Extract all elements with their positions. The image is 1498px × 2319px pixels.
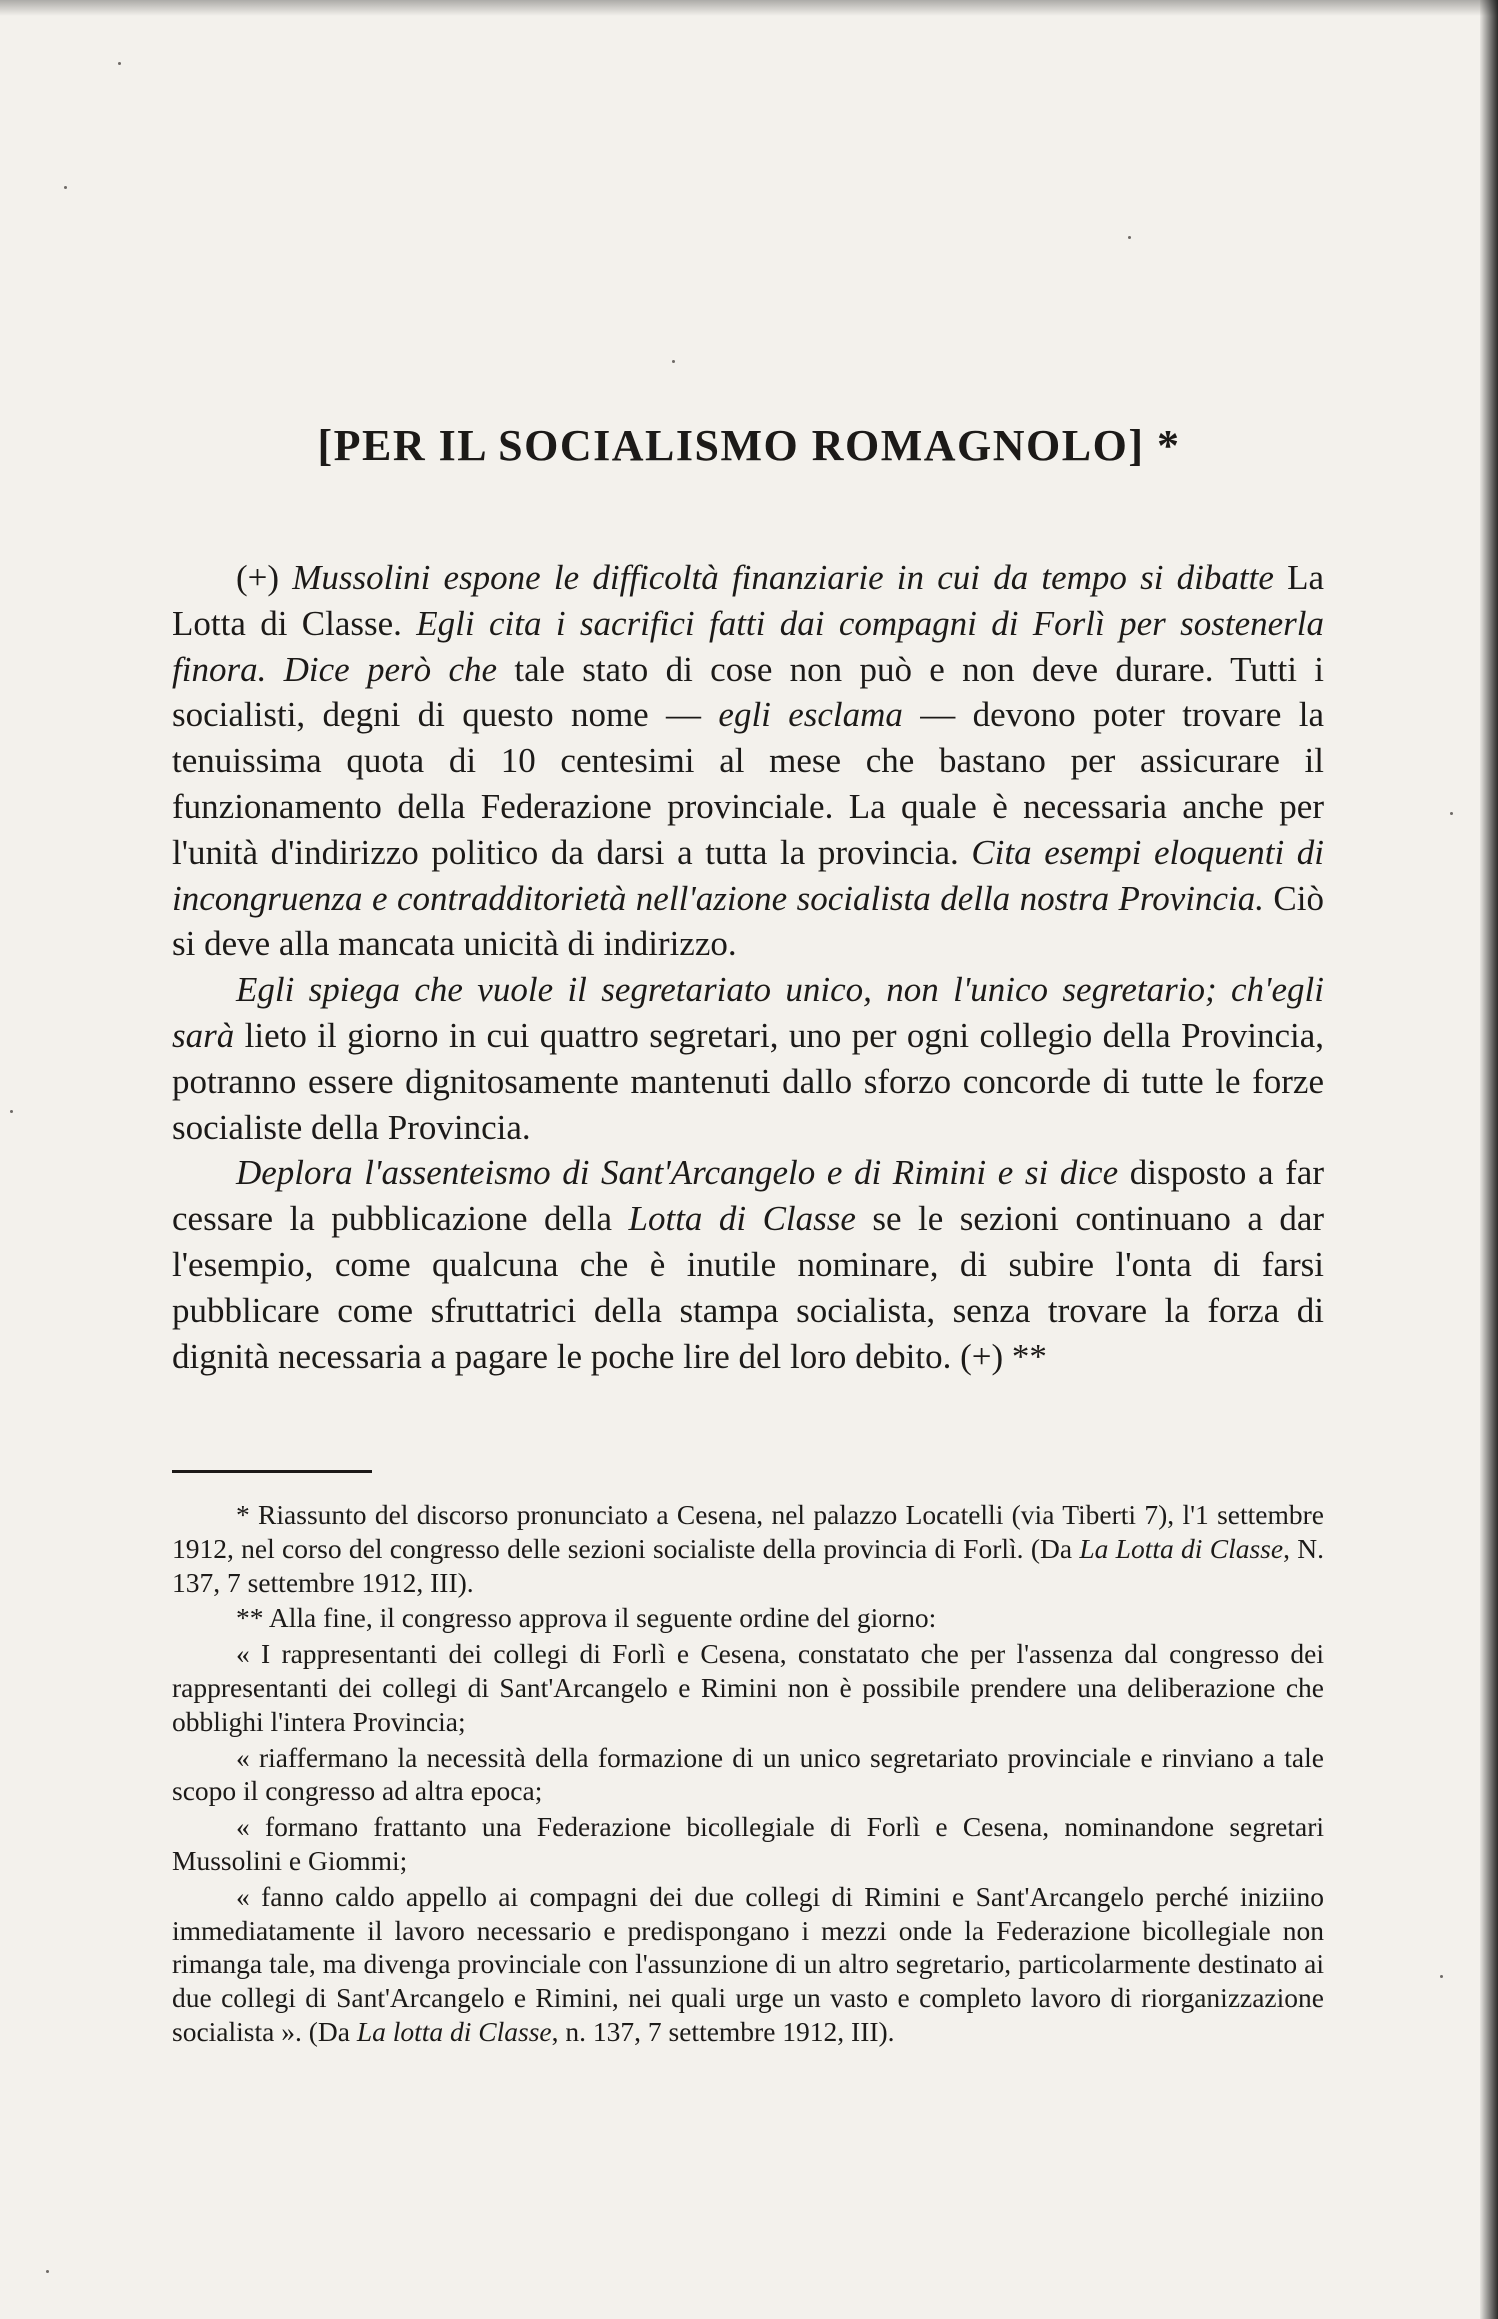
scan-shadow-top [0, 0, 1498, 16]
scan-speck [1128, 236, 1131, 239]
text-run: « fanno caldo appello ai compagni dei due collegi di Rimini e Sant'Arcangelo perché iniziino immediatamente il lavoro necessario e predispongano i mezzi onde la Federazione bicollegiale non rimanga tale, ma divenga provinciale con l'assunzione di un altro segretario, particolarmente destinato ai due collegi di Sant'Arcangelo e Rimini, nei quali urge un vasto e completo lavoro di riorganizzazione socialista ». (Da [172, 1880, 1324, 2047]
text-run: se le sezioni continuano a dar l'esempio, come qualcuna che è inutile nominare, di subire l'onta di farsi pubblicare come sfruttatrici della stampa socialista, senza trovare la forza di dignità necessaria a pagare le poche lire del loro debito. (+) ** [172, 1199, 1325, 1376]
footnote [172, 1637, 1324, 1738]
footnotes [172, 1498, 1324, 2051]
scan-speck [10, 1110, 13, 1113]
page-title: [PER IL SOCIALISMO ROMAGNOLO] * [317, 421, 1181, 470]
italic-text: Cita esempi eloquenti di incongruenza e contradditorietà nell'azione socialista della nostra Provincia. [172, 832, 1325, 918]
main-text [172, 555, 1324, 1379]
text-run: « I rappresentanti dei collegi di Forlì e Cesena, constatato che per l'assenza dal congresso dei rappresentanti dei collegi di Sant'Arcangelo e Rimini non è possibile prendere una deliberazione che obblighi l'intera Provincia; [172, 1638, 1324, 1737]
italic-text: Egli cita i sacrifici fatti dai compagni di Forlì per sostenerla finora. Dice però che [172, 603, 1324, 689]
italic-text: Mussolini espone le difficoltà finanziarie in cui da tempo si dibatte [292, 558, 1288, 597]
text-run: ** Alla fine, il congresso approva il seguente ordine del giorno: [236, 1602, 937, 1634]
footnote [172, 1498, 1324, 1599]
scan-speck [1450, 812, 1453, 815]
text-run: Ciò si deve alla mancata unicità di indirizzo. [172, 878, 1325, 964]
text-run: — devono poter trovare la tenuissima quota di 10 centesimi al mese che bastano per assicurare il funzionamento della Federazione provinciale. La quale è necessaria anche per l'unità d'indirizzo politico da darsi a tutta la provincia. [172, 695, 1324, 872]
footnote [172, 1601, 1324, 1635]
paragraph [172, 1150, 1324, 1379]
text-run: (+) [236, 558, 293, 597]
italic-text: Egli spiega che vuole il segretariato unico, non l'unico segretario; ch'egli sarà [172, 970, 1324, 1055]
text-run: , N. 137, 7 settembre 1912, III). [172, 1532, 1324, 1598]
italic-text: La Lotta di Classe [1079, 1532, 1284, 1564]
text-run: tale stato di cose non può e non deve durare. Tutti i socialisti, degni di questo nome — [172, 649, 1324, 735]
footnote [172, 1810, 1324, 1878]
text-run: La Lotta di Classe. [172, 558, 1324, 643]
footnote [172, 1880, 1324, 2049]
text-run: « riaffermano la necessità della formazione di un unico segretariato provinciale e rinviano a tale scopo il congresso ad altra epoca; [172, 1741, 1324, 1807]
scan-speck [1440, 1975, 1443, 1978]
italic-text: egli esclama [718, 695, 903, 735]
paragraph [172, 555, 1324, 967]
text-run: lieto il giorno in cui quattro segretari, uno per ogni collegio della Provincia, potranno essere dignitosamente mantenuti dallo sforzo concorde di tutte le forze socialiste della Provincia. [172, 1015, 1324, 1147]
footnote [172, 1741, 1324, 1809]
italic-text: Deplora l'assenteismo di Sant'Arcangelo e di Rimini e si dice [236, 1153, 1119, 1193]
paragraph [172, 967, 1324, 1150]
scan-speck [64, 186, 67, 189]
text-run: disposto a far cessare la pubblicazione della [172, 1153, 1324, 1239]
scan-speck [118, 62, 121, 65]
scan-speck [672, 360, 675, 363]
text-run: « formano frattanto una Federazione bicollegiale di Forlì e Cesena, nominandone segretari Mussolini e Giommi; [172, 1811, 1324, 1876]
italic-text: La lotta di Classe [356, 2015, 552, 2047]
scan-speck [46, 2270, 49, 2273]
footnote-separator [172, 1470, 372, 1473]
text-run: * Riassunto del discorso pronunciato a Cesena, nel palazzo Locatelli (via Tiberti 7), l'1 settembre 1912, nel corso del congresso delle sezioni socialiste della provincia di Forlì. (Da [172, 1499, 1324, 1564]
text-run: , n. 137, 7 settembre 1912, III). [551, 2015, 895, 2047]
scan-shadow-right [1480, 0, 1498, 2319]
italic-text: Lotta di Classe [628, 1199, 856, 1239]
